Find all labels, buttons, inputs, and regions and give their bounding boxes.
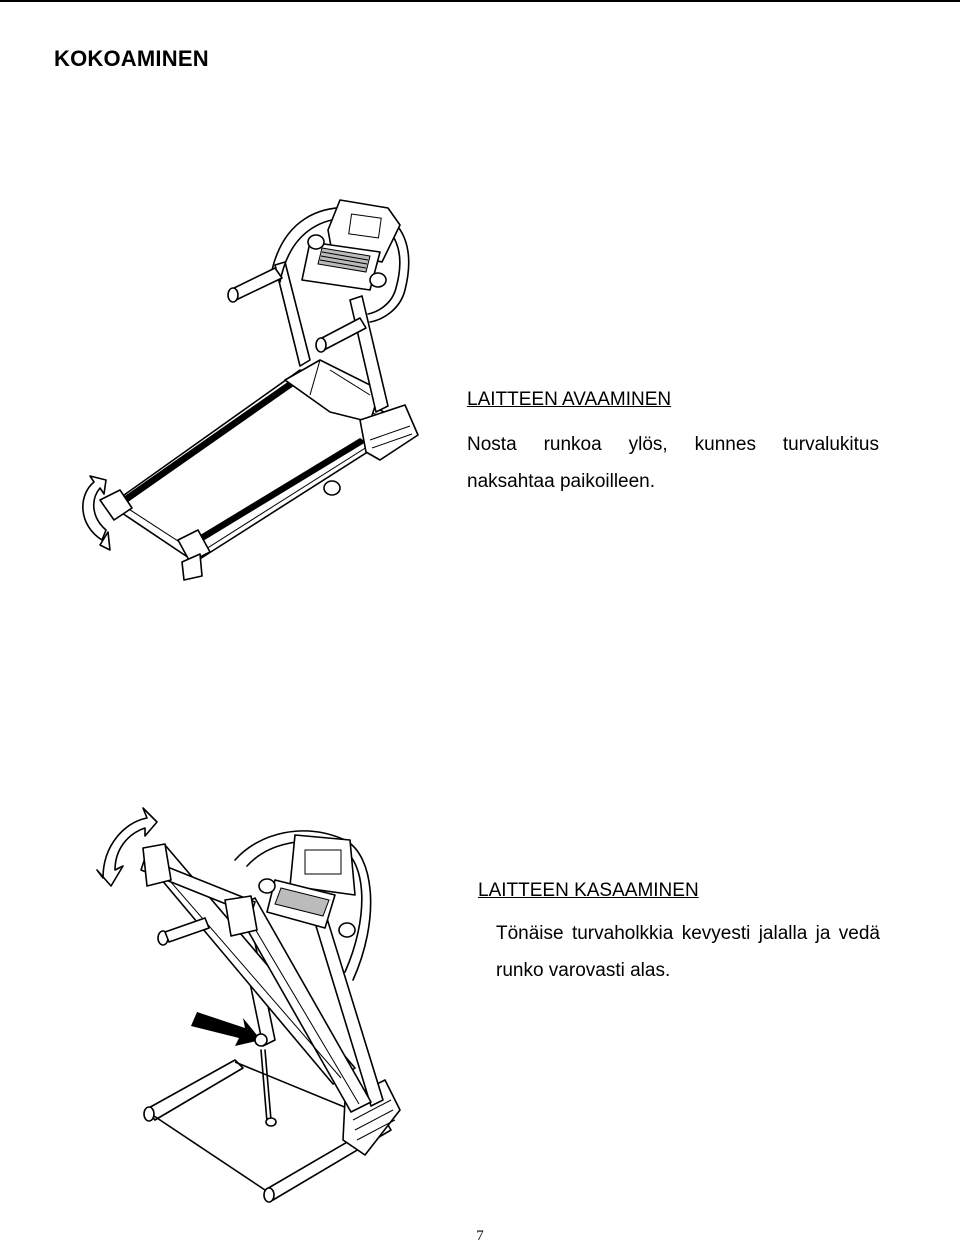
section-unfold xyxy=(467,388,879,500)
section-fold xyxy=(478,879,880,989)
section-heading: LAITTEEN KASAAMINEN xyxy=(478,880,699,901)
page-title: KOKOAMINEN xyxy=(54,46,209,71)
section-text: Nosta runkoa ylös, kunnes turvalukitus naksahtaa paikoilleen. xyxy=(467,434,879,492)
page-number: 7 xyxy=(476,1228,484,1244)
section-heading: LAITTEEN AVAAMINEN xyxy=(467,389,672,410)
pointer-arrow-icon xyxy=(191,1012,261,1046)
treadmill-unfold-illustration xyxy=(70,190,430,585)
top-rule xyxy=(0,0,960,2)
section-text: Tönäise turvaholkkia kevyesti jalalla ja vedä runko varovasti alas. xyxy=(496,923,880,981)
rotate-arrow-icon xyxy=(83,476,110,550)
treadmill-fold-illustration xyxy=(85,800,415,1205)
